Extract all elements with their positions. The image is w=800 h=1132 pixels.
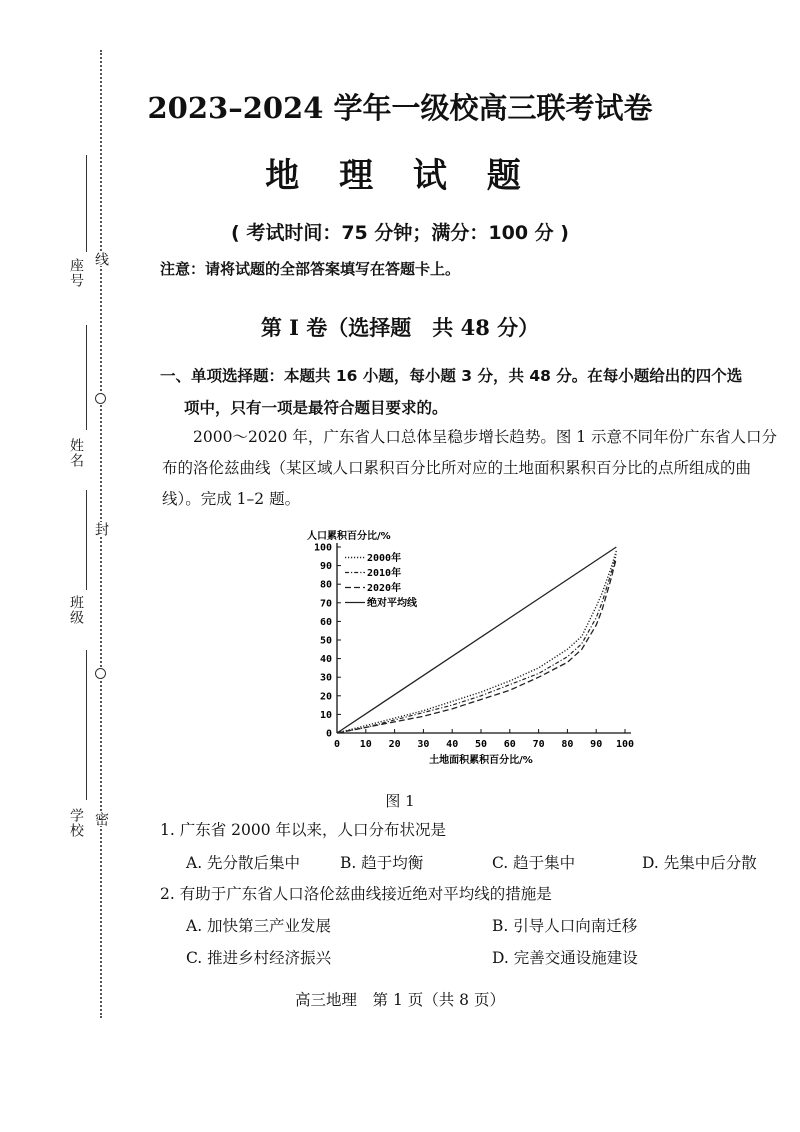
y-tick-label: 40 [319, 654, 332, 666]
question-1-option-a: A. 先分散后集中 [186, 854, 301, 872]
question-2-option-c: C. 推进乡村经济振兴 [186, 949, 332, 967]
y-tick-label: 90 [319, 561, 332, 573]
x-tick-label: 80 [561, 739, 574, 750]
binding-hole-top [95, 393, 106, 404]
x-tick-label: 100 [615, 739, 635, 750]
x-tick-label: 0 [333, 739, 341, 750]
binding-hole-bottom [95, 668, 106, 679]
question-2-stem: 2. 有助于广东省人口洛伦兹曲线接近绝对平均线的措施是 [160, 885, 552, 903]
x-tick-label: 10 [359, 739, 372, 750]
lorenz-chart [300, 525, 650, 775]
name-label: 姓名 [68, 438, 84, 468]
legend-label-2: 2020年 [367, 583, 402, 594]
question-2-option-d: D. 完善交通设施建设 [492, 949, 638, 967]
question-intro: 2000～2020 年，广东省人口总体呈稳步增长趋势。图 1 示意不同年份广东省人口分布的洛伦兹曲线（某区域人口累积百分比所对应的土地面积累积百分比的点所组成的曲线）。完成 1–2 题。 [162, 428, 778, 508]
x-tick-label: 70 [532, 739, 545, 750]
question-2-option-b: B. 引导人口向南迁移 [492, 917, 638, 935]
question-1-option-d: D. 先集中后分散 [642, 854, 757, 872]
seat-label: 座号 [68, 258, 84, 288]
exam-info: ( 考试时间：75 分钟；满分：100 分 ) [231, 222, 569, 244]
figure-caption: 图 1 [385, 792, 415, 810]
school-field[interactable] [86, 650, 87, 800]
y-tick-label: 30 [319, 672, 332, 684]
question-1-option-c: C. 趋于集中 [492, 854, 576, 872]
notice: 注意：请将试题的全部答案填写在答题卡上。 [160, 260, 461, 278]
class-label: 班级 [68, 595, 84, 625]
y-tick-label: 100 [313, 542, 332, 554]
section-instruction-line1: 一、单项选择题：本题共 16 小题，每小题 3 分，共 48 分。在每小题给出的四个选 [160, 367, 743, 385]
section-instruction-line2: 项中，只有一项是最符合题目要求的。 [184, 399, 448, 417]
y-tick-label: 70 [319, 598, 332, 610]
x-tick-label: 20 [388, 739, 401, 750]
legend-label-1: 2010年 [367, 568, 402, 579]
school-label: 学校 [68, 808, 84, 838]
y-axis-label: 人口累积百分比/% [307, 531, 391, 542]
separator-line-char: 线 [93, 252, 109, 266]
x-tick-label: 60 [503, 739, 516, 750]
x-tick-label: 50 [474, 739, 488, 750]
y-tick-label: 80 [319, 579, 332, 591]
x-tick-label: 90 [590, 739, 603, 750]
x-tick-label: 40 [446, 739, 459, 750]
x-axis-label: 土地面积累积百分比/% [429, 755, 533, 766]
legend-label-3: 绝对平均线 [367, 598, 417, 609]
legend-label-0: 2000年 [367, 553, 402, 564]
separator-seal-char: 封 [93, 522, 109, 536]
question-1-stem: 1. 广东省 2000 年以来，人口分布状况是 [160, 821, 447, 839]
class-field[interactable] [86, 490, 87, 590]
exam-title: 2023–2024 学年一级校高三联考试卷 [147, 91, 653, 125]
subject-title: 地 理 试 题 [265, 156, 535, 196]
y-tick-label: 60 [319, 616, 332, 628]
y-tick-label: 0 [325, 728, 332, 740]
question-1-option-b: B. 趋于均衡 [340, 854, 424, 872]
y-tick-label: 20 [319, 691, 332, 703]
page-footer: 高三地理 第 1 页（共 8 页） [295, 991, 505, 1009]
part-title: 第 I 卷（选择题 共 48 分） [260, 315, 540, 340]
y-tick-label: 50 [319, 635, 332, 647]
x-tick-label: 30 [417, 739, 430, 750]
question-2-option-a: A. 加快第三产业发展 [186, 917, 332, 935]
y-tick-label: 10 [319, 709, 332, 721]
separator-secret-char: 密 [93, 812, 109, 826]
